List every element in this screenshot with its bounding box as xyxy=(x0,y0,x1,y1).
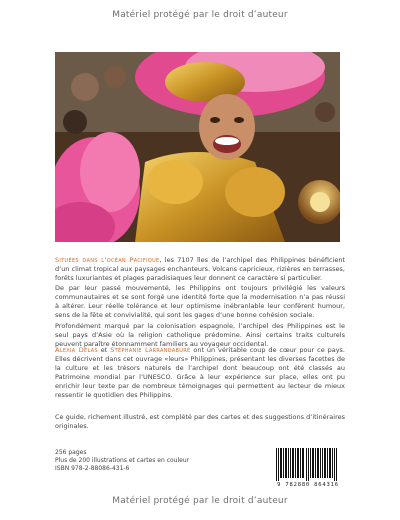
barcode-number: 9 782880 864316 xyxy=(277,482,339,488)
colonisation-paragraph: Profondément marqué par la colonisation espagnole, l’archipel des Philippines est le seul pays d’Asie où la religion catholique prédomine. Ainsi certains traits culturels peuvent paraître étonnamment familiers au voyageur occidental. xyxy=(55,322,345,348)
authors-text: ont un véritable coup de cœur pour ce pays. Elles décrivent dans cet ouvrage «leurs» Philippines, présentant les diverses facettes de la culture et les trésors naturels de l’archipel dont beaucoup ont été classés au Patrimoine mondial par l’UNESCO. Grâce à leur expérience sur place, elles ont pu enrichir leur texte par de nombreux témoignages qui permettent au lecteur de mieux ressentir le quotidien des Philippins. xyxy=(55,346,345,399)
intro-text: , les 7107 îles de l’archipel des Philippines bénéficient d’un climat tropical aux paysages enchanteurs. Volcans capricieux, rizières en terrasses, forêts luxuriantes et plages paradisiaques leur donnent ce caractère si particulier. xyxy=(55,256,345,282)
barcode-bars xyxy=(272,446,344,482)
cover-photo-festival-dancer xyxy=(55,52,340,242)
isbn: ISBN 978-2-88086-431-6 xyxy=(55,465,130,472)
guide-paragraph: Ce guide, richement illustré, est complété par des cartes et des suggestions d’itinéraires originales. xyxy=(55,413,345,430)
intro-paragraph xyxy=(55,256,345,283)
copyright-watermark-bottom: Matériel protégé par le droit d’auteur xyxy=(112,496,288,506)
intro-lead-phrase: Situées dans l’océan Pacifique xyxy=(55,256,160,264)
author-conjunction: et xyxy=(97,346,111,354)
book-metadata xyxy=(55,449,215,473)
community-paragraph: De par leur passé mouvementé, les Philippins ont toujours privilégié les valeurs communautaires et se sont forgé une identité forte que la modernisation n’a pas réussi à altérer. Leur réelle tolérance et leur optimisme inébranlable leur confèrent humour, sens de la fête et convivialité, qui sont les gages d’une bonne cohésion sociale. xyxy=(55,284,345,319)
author-name-1: Alexia Délas xyxy=(55,346,98,354)
author-name-2: Stéphanie Larrandaburé xyxy=(110,346,191,354)
copyright-watermark-top: Matériel protégé par le droit d’auteur xyxy=(112,10,288,20)
page-count: 256 pages xyxy=(55,449,87,456)
isbn-barcode xyxy=(272,446,344,488)
authors-paragraph xyxy=(55,346,345,400)
illustration-count: Plus de 200 illustrations et cartes en couleur xyxy=(55,457,190,464)
